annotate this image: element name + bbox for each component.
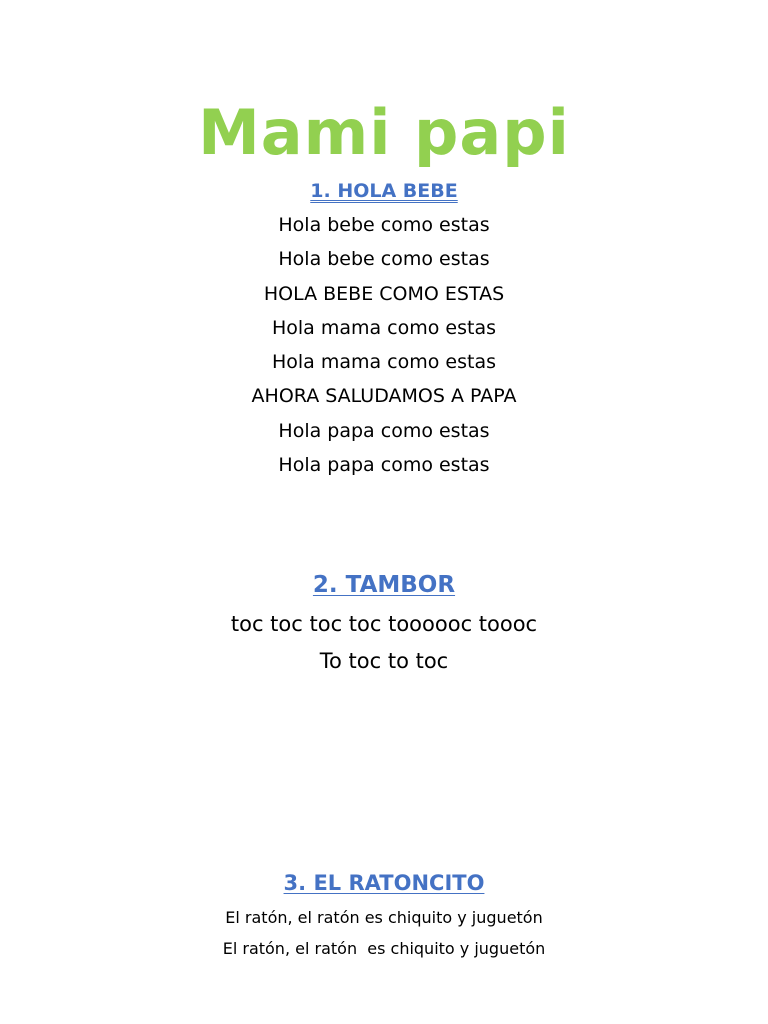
song-2-line: To toc to toc <box>319 649 449 673</box>
song-1-line: Hola papa como estas <box>278 454 490 476</box>
song-2-line: toc toc toc toc toooooc toooc <box>230 612 538 636</box>
song-3-heading: 3. EL RATONCITO <box>283 871 485 895</box>
song-2-heading: 2. TAMBOR <box>312 572 456 598</box>
song-1-line: AHORA SALUDAMOS A PAPA <box>251 385 517 407</box>
song-3-line: El ratón, el ratón es chiquito y juguetón <box>222 939 546 958</box>
song-3-line: El ratón, el ratón es chiquito y juguetón <box>225 908 543 927</box>
song-1-line: Hola bebe como estas <box>278 248 490 270</box>
song-1-line: Hola papa como estas <box>278 420 490 442</box>
song-1-line: Hola mama como estas <box>271 317 497 339</box>
song-1-line: Hola bebe como estas <box>278 214 490 236</box>
document-title: Mami papi <box>198 96 570 169</box>
song-1-line: Hola mama como estas <box>271 351 497 373</box>
song-1-line: HOLA BEBE COMO ESTAS <box>263 283 505 305</box>
song-1-heading: 1. HOLA BEBE <box>310 180 458 202</box>
